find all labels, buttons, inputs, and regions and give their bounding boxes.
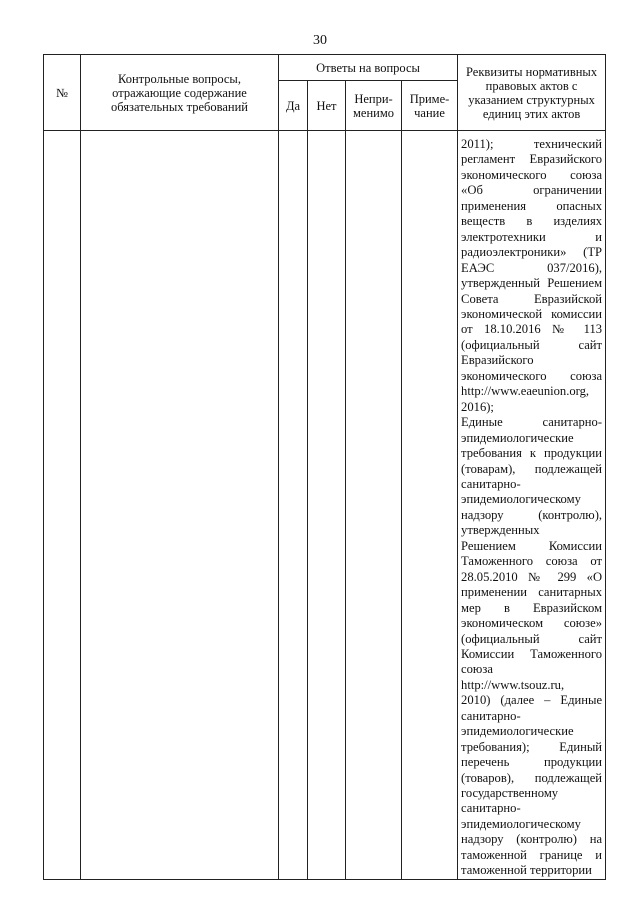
requisites-line: перечень продукции bbox=[461, 755, 603, 770]
requisites-line: экономического союза bbox=[461, 368, 603, 383]
requisites-line: электротехники и bbox=[461, 229, 603, 244]
requisites-line: эпидемиологические bbox=[461, 724, 574, 739]
requisites-line: таможенной границе и bbox=[461, 847, 603, 862]
requisites-line: http://www.tsouz.ru, bbox=[461, 677, 565, 692]
cell-number bbox=[44, 131, 81, 880]
cell-not-applicable bbox=[346, 131, 402, 880]
requisites-line: Комиссии Таможенного bbox=[461, 646, 603, 661]
table-row bbox=[44, 131, 606, 880]
requisites-line: мер в Евразийском bbox=[461, 600, 603, 615]
header-questions: Контрольные вопросы, отражающие содержание обязательных требований bbox=[81, 55, 279, 131]
requisites-line: утвержденных bbox=[461, 523, 540, 538]
requisites-line: регламент Евразийского bbox=[461, 152, 603, 167]
requisites-line: применения опасных bbox=[461, 198, 603, 213]
requisites-line: 2010) (далее – Единые bbox=[461, 693, 603, 708]
header-note: Приме-чание bbox=[402, 81, 458, 131]
requisites-line: санитарно- bbox=[461, 708, 521, 723]
requisites-line: санитарно- bbox=[461, 801, 521, 816]
requisites-line: веществ в изделиях bbox=[461, 214, 603, 229]
header-no: Нет bbox=[308, 81, 346, 131]
header-not-applicable: Непри-менимо bbox=[346, 81, 402, 131]
checklist-table bbox=[43, 54, 606, 880]
cell-note bbox=[402, 131, 458, 880]
requisites-text bbox=[458, 131, 605, 879]
requisites-line: государственному bbox=[461, 786, 559, 801]
requisites-line: требования); Единый bbox=[461, 739, 603, 754]
requisites-line: надзору (контролю) на bbox=[461, 832, 603, 847]
cell-requisites bbox=[458, 131, 606, 880]
requisites-line: санитарно- bbox=[461, 476, 521, 491]
requisites-line: Евразийского bbox=[461, 353, 534, 368]
requisites-line: (товарам), подлежащей bbox=[461, 461, 603, 476]
requisites-line: применении санитарных bbox=[461, 585, 603, 600]
requisites-line: эпидемиологическому bbox=[461, 492, 581, 507]
requisites-line: требования к продукции bbox=[461, 446, 603, 461]
header-yes: Да bbox=[279, 81, 308, 131]
requisites-line: (официальный сайт bbox=[461, 631, 603, 646]
requisites-line: (товаров), подлежащей bbox=[461, 770, 603, 785]
header-requisites: Реквизиты нормативных правовых актов с указанием структурных единиц этих актов bbox=[458, 55, 606, 131]
requisites-line: Решением Комиссии bbox=[461, 538, 603, 553]
requisites-line: радиоэлектроники» (ТР bbox=[461, 245, 603, 260]
requisites-line: Единые санитарно- bbox=[461, 415, 603, 430]
requisites-line: эпидемиологические bbox=[461, 430, 574, 445]
requisites-line: экономическом союзе» bbox=[461, 616, 603, 631]
header-number: № bbox=[44, 55, 81, 131]
requisites-line: Таможенного союза от bbox=[461, 554, 603, 569]
requisites-line: экономического союза bbox=[461, 167, 603, 182]
requisites-line: от 18.10.2016 № 113 bbox=[461, 322, 603, 337]
page-number: 30 bbox=[313, 33, 327, 48]
requisites-line: Совета Евразийской bbox=[461, 291, 603, 306]
requisites-line: 2011); технический bbox=[461, 137, 603, 151]
header-answers: Ответы на вопросы bbox=[279, 55, 458, 81]
requisites-line: эпидемиологическому bbox=[461, 816, 581, 831]
requisites-line: надзору (контролю), bbox=[461, 507, 603, 522]
cell-question bbox=[81, 131, 279, 880]
requisites-line: экономической комиссии bbox=[461, 306, 603, 321]
requisites-line: союза bbox=[461, 662, 493, 677]
requisites-line: ЕАЭС 037/2016), bbox=[461, 260, 603, 275]
requisites-line: 28.05.2010 № 299 «О bbox=[461, 569, 603, 584]
requisites-line: (официальный сайт bbox=[461, 337, 603, 352]
requisites-line: 2016); bbox=[461, 399, 494, 414]
cell-yes bbox=[279, 131, 308, 880]
requisites-line: «Об ограничении bbox=[461, 183, 603, 198]
requisites-line: http://www.eaeunion.org, bbox=[461, 384, 590, 399]
cell-no bbox=[308, 131, 346, 880]
requisites-line: таможенной территории bbox=[461, 863, 592, 878]
requisites-line: утвержденный Решением bbox=[461, 276, 603, 291]
